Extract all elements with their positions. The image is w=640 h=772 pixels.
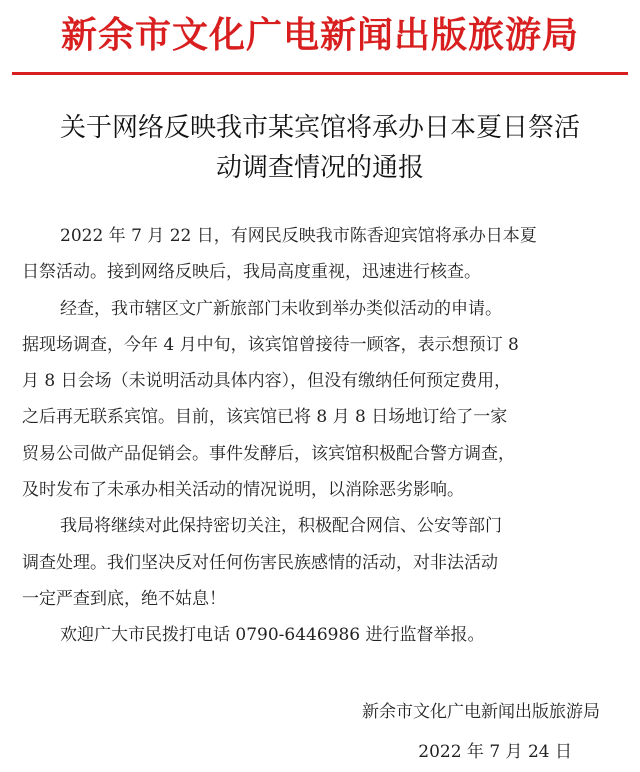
body-line: 调查处理。我们坚决反对任何伤害民族感情的活动，对非法活动: [22, 552, 498, 573]
body-line: 经查，我市辖区文广新旅部门未收到举办类似活动的申请。: [60, 298, 502, 319]
body-line: 日祭活动。接到网络反映后，我局高度重视，迅速进行核查。: [22, 262, 481, 283]
document-title-line-2: 动调查情况的通报: [215, 153, 424, 183]
body-line: 月 8 日会场（未说明活动具体内容），但没有缴纳任何预定费用，: [22, 371, 512, 392]
body-line: 贸易公司做产品促销会。事件发酵后，该宾馆积极配合警方调查，: [22, 443, 515, 464]
body-line: 及时发布了未承办相关活动的情况说明，以消除恶劣影响。: [22, 480, 464, 501]
letterhead-org-name: 新余市文化广电新闻出版旅游局: [60, 15, 579, 56]
body-line: 我局将继续对此保持密切关注，积极配合网信、公安等部门: [60, 516, 502, 537]
body-line: 一定严查到底，绝不姑息！: [22, 588, 226, 609]
signature-date: 2022 年 7 月 24 日: [418, 742, 572, 762]
body-line: 据现场调查，今年 4 月中旬，该宾馆曾接待一顾客，表示想预订 8: [22, 334, 519, 355]
letterhead-red-rule: [12, 72, 628, 75]
document-body: [22, 218, 622, 654]
signature-org: 新余市文化广电新闻出版旅游局: [362, 702, 600, 722]
body-line: 之后再无联系宾馆。目前，该宾馆已将 8 月 8 日场地订给了一家: [22, 407, 508, 428]
signature-block: [362, 692, 600, 772]
document-title-line-1: 关于网络反映我市某宾馆将承办日本夏日祭活: [59, 113, 580, 143]
body-line: 欢迎广大市民拨打电话 0790-6446986 进行监督举报。: [60, 625, 485, 646]
body-line: 2022 年 7 月 22 日，有网民反映我市陈香迎宾馆将承办日本夏: [60, 226, 537, 246]
document-title: [20, 108, 620, 188]
